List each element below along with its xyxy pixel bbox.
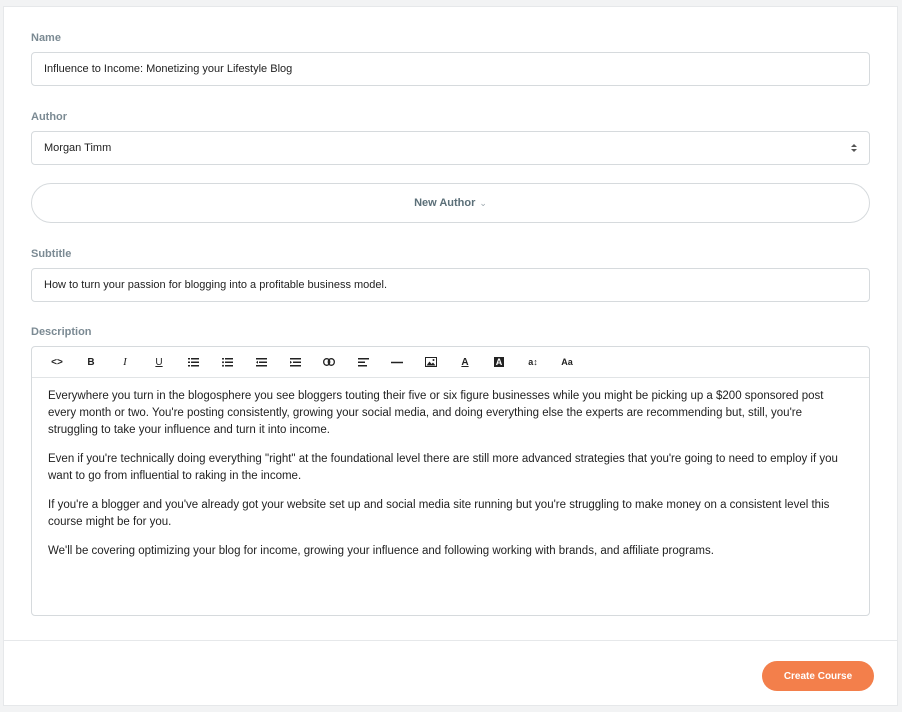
name-input[interactable] — [44, 63, 869, 75]
italic-button[interactable] — [108, 347, 142, 377]
horizontal-rule-icon — [391, 361, 403, 364]
editor-toolbar — [32, 347, 869, 378]
align-left-icon — [358, 358, 369, 367]
new-author-button[interactable] — [31, 183, 870, 223]
description-paragraph: If you're a blogger and you've already got your website set up and social media site running but you're struggling to make money on a consistent level this course might be for you. — [48, 499, 830, 528]
description-paragraph: Everywhere you turn in the blogosphere you see bloggers touting their five or six figure businesses while you might be picking up a $200 sponsored post every month or two. You're posting consistently, growing your social media, and doing everything else the experts are recommending but, still, you're struggling to take your influence and turn it into income. — [48, 390, 824, 436]
course-form-card — [3, 6, 898, 706]
text-color-icon: A — [461, 356, 469, 368]
outdent-button[interactable] — [244, 347, 278, 377]
create-course-button[interactable]: Create Course — [762, 661, 874, 691]
unordered-list-button[interactable] — [210, 347, 244, 377]
name-field[interactable] — [31, 52, 870, 86]
description-paragraph: We'll be covering optimizing your blog for income, growing your influence and following working with brands, and affiliate programs. — [48, 545, 714, 557]
author-selected-value: Morgan Timm — [44, 142, 112, 154]
font-size-button[interactable] — [516, 347, 550, 377]
font-family-button[interactable] — [550, 347, 584, 377]
description-editor[interactable] — [31, 346, 870, 616]
subtitle-input[interactable] — [44, 279, 869, 291]
subtitle-field[interactable] — [31, 268, 870, 302]
chevron-down-icon: ⌄ — [479, 197, 487, 208]
unordered-list-icon — [222, 358, 233, 367]
font-size-icon: a↕ — [528, 357, 538, 367]
image-icon — [425, 357, 437, 367]
italic-icon: I — [123, 356, 127, 368]
ordered-list-icon — [188, 358, 199, 367]
bold-button[interactable] — [74, 347, 108, 377]
underline-icon: U — [155, 356, 163, 368]
outdent-icon — [256, 358, 267, 367]
background-color-icon: A — [495, 357, 503, 367]
indent-icon — [290, 358, 301, 367]
align-button[interactable] — [346, 347, 380, 377]
text-color-button[interactable] — [448, 347, 482, 377]
subtitle-label: Subtitle — [31, 248, 72, 260]
description-label: Description — [31, 326, 92, 338]
link-button[interactable] — [312, 347, 346, 377]
author-select[interactable] — [31, 131, 870, 165]
bold-icon: B — [87, 356, 95, 368]
editor-content[interactable] — [32, 378, 869, 560]
code-view-button[interactable] — [40, 347, 74, 377]
insert-image-button[interactable] — [414, 347, 448, 377]
description-paragraph: Even if you're technically doing everything "right" at the foundational level there are still more advanced strategies that you're going to need to employ if you want to go from influential to raking in the income. — [48, 453, 838, 482]
author-label: Author — [31, 111, 68, 123]
code-icon: <> — [51, 356, 63, 368]
horizontal-rule-button[interactable] — [380, 347, 414, 377]
ordered-list-button[interactable] — [176, 347, 210, 377]
select-arrows-icon — [851, 142, 857, 154]
underline-button[interactable] — [142, 347, 176, 377]
footer-divider — [4, 640, 897, 641]
name-label: Name — [31, 32, 61, 44]
font-family-icon: Aa — [561, 357, 573, 367]
indent-button[interactable] — [278, 347, 312, 377]
link-icon — [323, 358, 335, 366]
background-color-button[interactable] — [482, 347, 516, 377]
new-author-label: New Author — [414, 197, 476, 209]
